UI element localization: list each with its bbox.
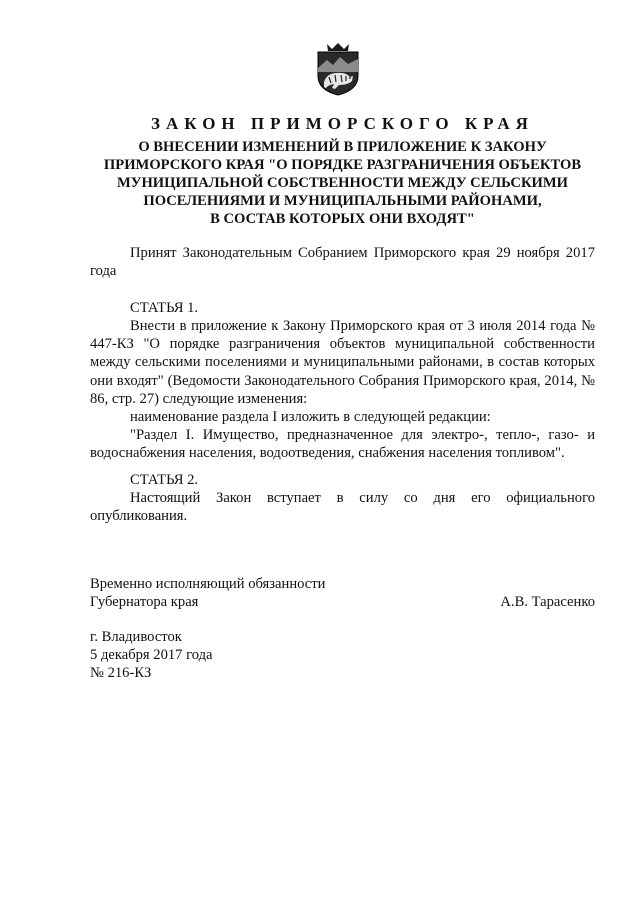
subtitle-line: В СОСТАВ КОТОРЫХ ОНИ ВХОДЯТ" [210, 211, 475, 227]
signatory-position-line-2: Губернатора края [90, 594, 199, 610]
article-2-paragraph: Настоящий Закон вступает в силу со дня его официального опубликования. [90, 490, 595, 525]
subtitle-line: ПРИМОРСКОГО КРАЯ "О ПОРЯДКЕ РАЗГРАНИЧЕНИЯ ОБЪЕКТОВ [103, 157, 582, 173]
signatory-name: А.В. Тарасенко [500, 594, 595, 610]
article-1-paragraph: Внести в приложение к Закону Приморского края от 3 июля 2014 года № 447-КЗ "О порядке разграничения объектов муниципальной собственности между сельскими поселениями и муниципальными районами, в состав которых они входят" (Ведомости Законодательного Собрания Приморского края, 2014, № 86, стр. 27) следующие изменения: [90, 318, 595, 407]
article-1-new-section-title: "Раздел I. Имущество, предназначенное для электро-, тепло-, газо- и водоснабжения населения, водоотведения, снабжения населения топливом". [90, 427, 595, 462]
place-of-signing: г. Владивосток [90, 629, 182, 645]
law-number: № 216-КЗ [90, 665, 152, 681]
signing-date: 5 декабря 2017 года [90, 647, 213, 663]
coat-of-arms-tiger-icon [315, 42, 361, 96]
article-1-heading: СТАТЬЯ 1. [130, 300, 199, 316]
article-2-heading: СТАТЬЯ 2. [130, 472, 199, 488]
law-subtitle [90, 138, 595, 228]
subtitle-line: МУНИЦИПАЛЬНОЙ СОБСТВЕННОСТИ МЕЖДУ СЕЛЬСКИМИ [116, 175, 569, 191]
law-title: ЗАКОН ПРИМОРСКОГО КРАЯ [151, 114, 534, 133]
adoption-statement: Принят Законодательным Собранием Приморского края 29 ноября 2017 года [90, 245, 595, 280]
signatory-position-line-1: Временно исполняющий обязанности [90, 576, 326, 592]
article-1-change-intro: наименование раздела I изложить в следующей редакции: [130, 409, 491, 425]
subtitle-line: ПОСЕЛЕНИЯМИ И МУНИЦИПАЛЬНЫМИ РАЙОНАМИ, [143, 193, 542, 209]
subtitle-line: О ВНЕСЕНИИ ИЗМЕНЕНИЙ В ПРИЛОЖЕНИЕ К ЗАКОНУ [138, 139, 547, 155]
